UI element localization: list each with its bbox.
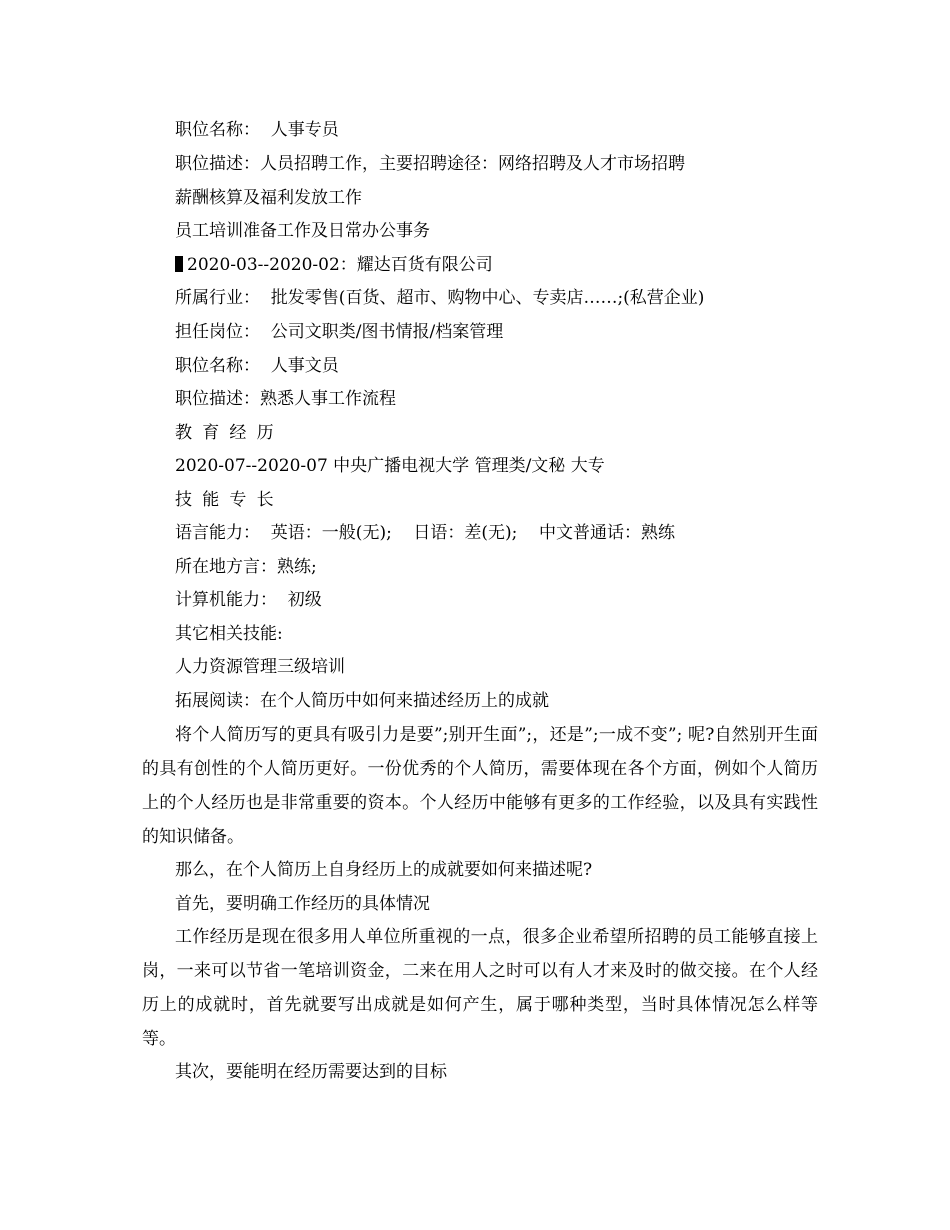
job-title-line-2: 职位名称： 人事文员 <box>175 356 339 376</box>
industry-line: 所属行业： 批发零售(百货、超市、购物中心、专卖店……;(私营企业) <box>175 288 705 308</box>
language-skills-line: 语言能力： 英语：一般(无); 日语：差(无); 中文普通话：熟练 <box>175 523 676 543</box>
job-title-line-1: 职位名称： 人事专员 <box>175 120 339 140</box>
paragraph-work-experience: 工作经历是现在很多用人单位所重视的一点，很多企业希望所招聘的员工能够直接上岗，一来可以节省一笔培训资金，二来在用人之时可以有人才来及时的做交接。在个人经历上的成就时，首先就要写出成就是如何产生，属于哪种类型，当时具体情况怎么样等等。 <box>142 927 818 1049</box>
employment-entry-header <box>175 255 493 275</box>
paragraph-intro: 将个人简历写的更具有吸引力是要”;别开生面”;，还是”;一成不变”; 呢?自然别开生面的具有创性的个人简历更好。一份优秀的个人简历，需要体现在各个方面，例如个人简历上的个人经历也是非常重要的资本。个人经历中能够有更多的工作经验，以及具有实践性的知识储备。 <box>142 725 818 847</box>
job-description-line-2: 职位描述：熟悉人事工作流程 <box>175 389 396 409</box>
bullet-marker-icon <box>175 256 183 272</box>
job-description-line-1: 职位描述：人员招聘工作，主要招聘途径：网络招聘及人才市场招聘 <box>175 154 685 174</box>
position-line: 担任岗位： 公司文职类/图书情报/档案管理 <box>175 322 504 342</box>
hr-training-line: 人力资源管理三级培训 <box>175 657 345 677</box>
employment-entry-text: 2020-03--2020-02：耀达百货有限公司 <box>187 255 493 275</box>
skills-heading: 技能专长 <box>175 490 284 510</box>
paragraph-first-point: 首先，要明确工作经历的具体情况 <box>175 894 430 914</box>
other-skills-label: 其它相关技能: <box>175 624 283 644</box>
paragraph-question: 那么，在个人简历上自身经历上的成就要如何来描述呢? <box>175 860 593 880</box>
dialect-line: 所在地方言：熟练; <box>175 557 317 577</box>
education-heading: 教育经历 <box>175 423 284 443</box>
computer-skill-line: 计算机能力： 初级 <box>175 590 322 610</box>
duty-line-salary: 薪酬核算及福利发放工作 <box>175 188 362 208</box>
paragraph-second-point: 其次，要能明在经历需要达到的目标 <box>175 1062 447 1082</box>
education-entry: 2020-07--2020-07 中央广播电视大学 管理类/文秘 大专 <box>175 456 605 476</box>
duty-line-training: 员工培训准备工作及日常办公事务 <box>175 221 430 241</box>
extended-reading-title: 拓展阅读：在个人简历中如何来描述经历上的成就 <box>175 691 549 711</box>
